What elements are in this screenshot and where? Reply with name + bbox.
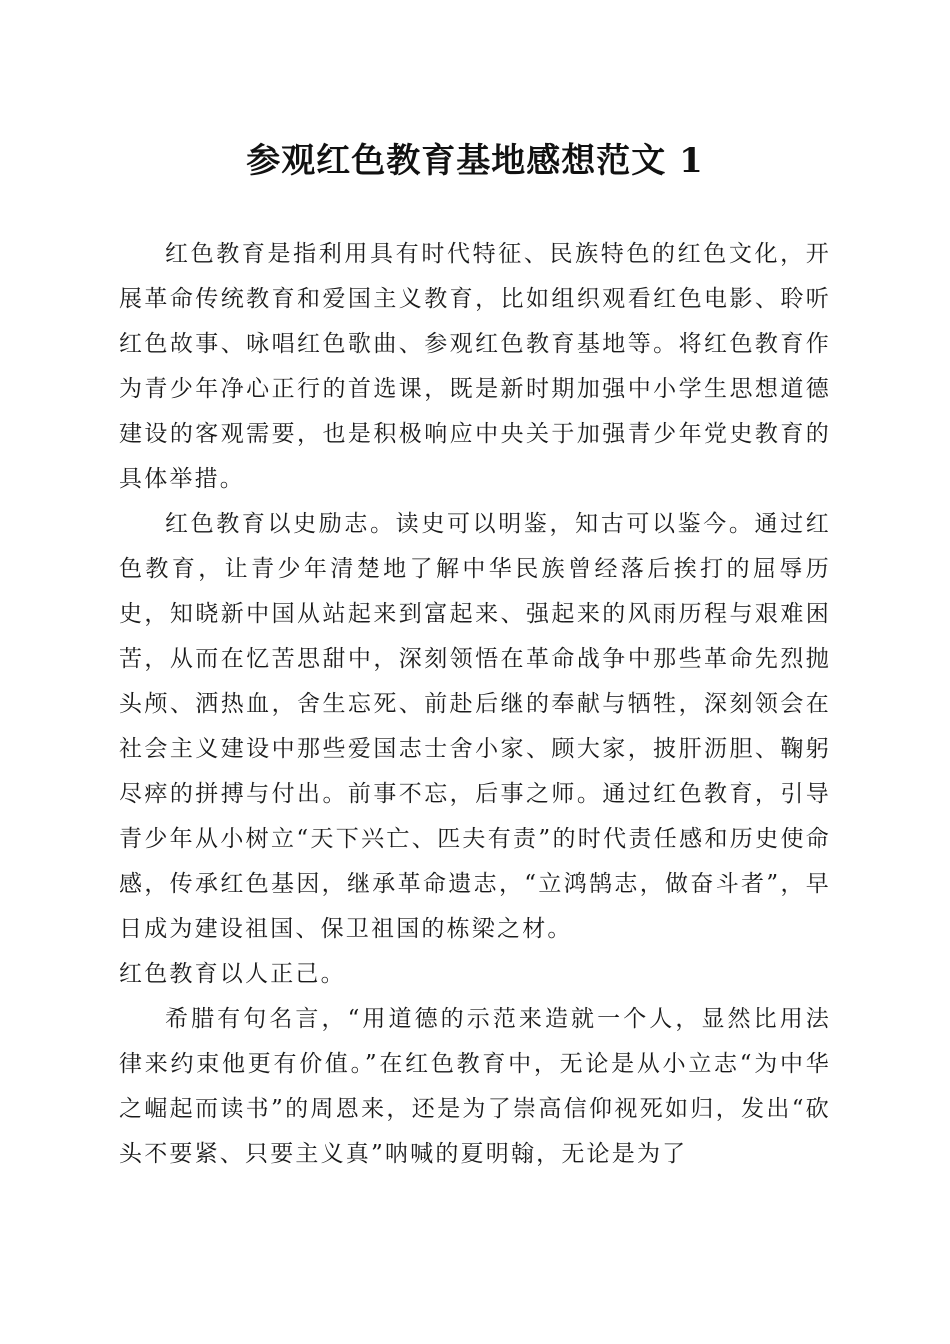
- document-body: [119, 232, 831, 1177]
- paragraph-2: 红色教育以史励志。读史可以明鉴，知古可以鉴今。通过红色教育，让青少年清楚地了解中华民族曾经落后挨打的屈辱历史，知晓新中国从站起来到富起来、强起来的风雨历程与艰难困苦，从而在忆苦思甜中，深刻领悟在革命战争中那些革命先烈抛头颅、洒热血，舍生忘死、前赴后继的奉献与牺牲，深刻领会在社会主义建设中那些爱国志士舍小家、顾大家，披肝沥胆、鞠躬尽瘁的拼搏与付出。前事不忘，后事之师。通过红色教育，引导青少年从小树立“天下兴亡、匹夫有责”的时代责任感和历史使命感，传承红色基因，继承革命遗志，“立鸿鹄志，做奋斗者”，早日成为建设祖国、保卫祖国的栋梁之材。: [119, 511, 831, 942]
- paragraph-4: 希腊有句名言，“用道德的示范来造就一个人，显然比用法律来约束他更有价值。”在红色教育中，无论是从小立志“为中华之崛起而读书”的周恩来，还是为了崇高信仰视死如归，发出“砍头不要紧、只要主义真”呐喊的夏明翰，无论是为了: [119, 1006, 831, 1167]
- document-title: 参观红色教育基地感想范文 1: [246, 141, 704, 181]
- paragraph-1: 红色教育是指利用具有时代特征、民族特色的红色文化，开展革命传统教育和爱国主义教育，比如组织观看红色电影、聆听红色故事、咏唱红色歌曲、参观红色教育基地等。将红色教育作为青少年净心正行的首选课，既是新时期加强中小学生思想道德建设的客观需要，也是积极响应中央关于加强青少年党史教育的具体举措。: [119, 241, 831, 492]
- paragraph-3: 红色教育以人正己。: [119, 961, 346, 987]
